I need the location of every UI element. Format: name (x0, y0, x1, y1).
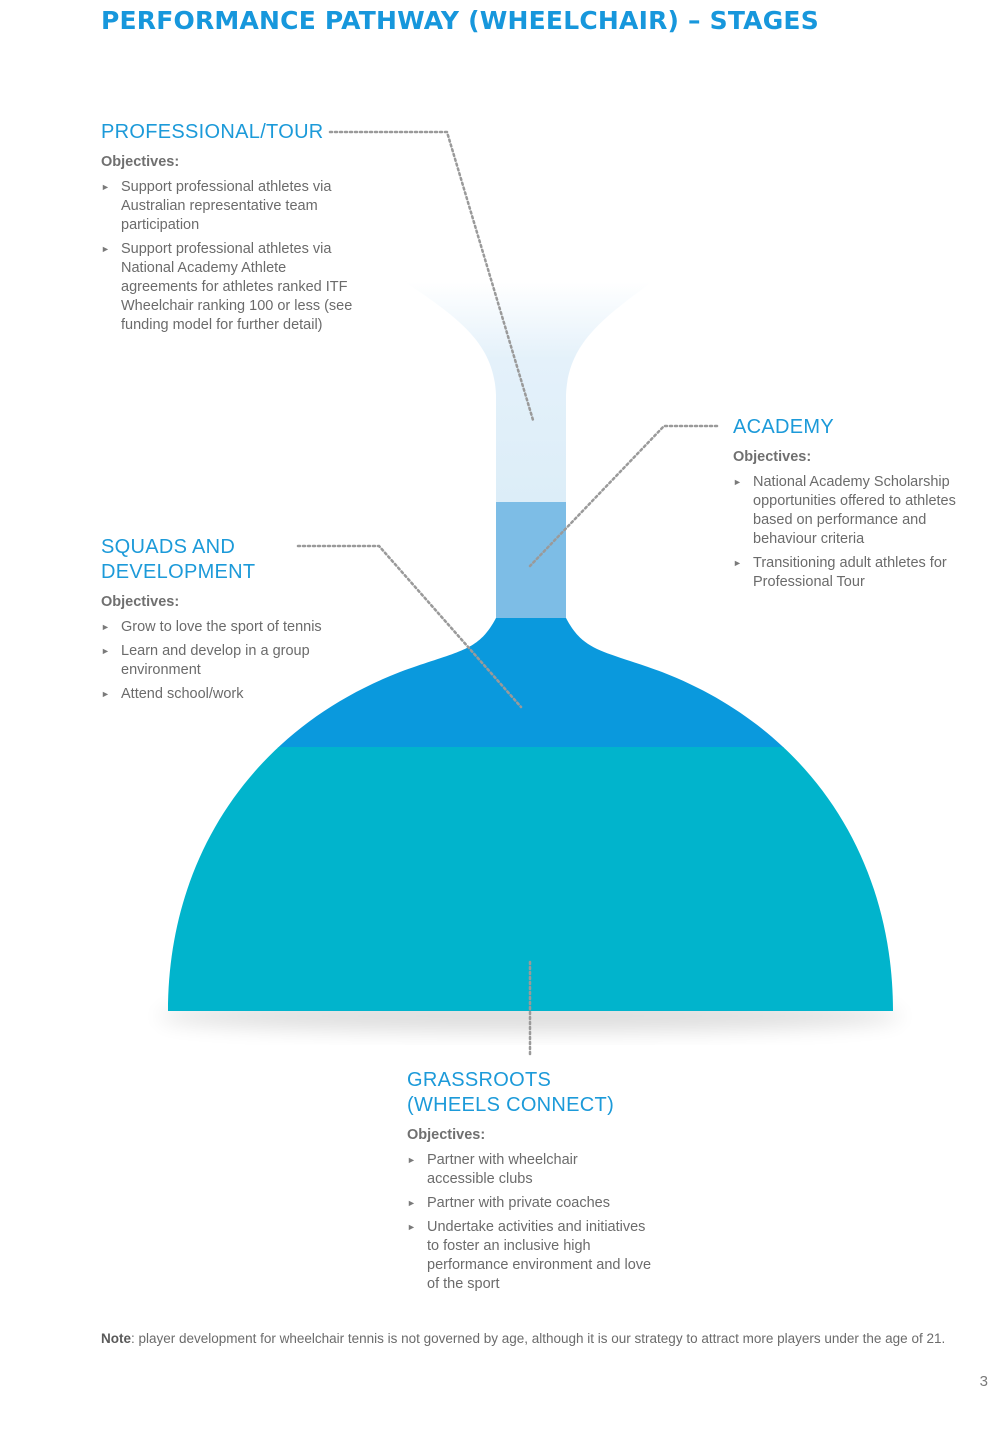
objective-item (101, 642, 341, 680)
stage-professional-tour (101, 120, 363, 340)
bullet-arrow-icon: ► (407, 1222, 416, 1232)
stage-grassroots (407, 1068, 657, 1299)
objectives-label: Objectives: (101, 154, 180, 170)
objective-text: Transitioning adult athletes for Professional Tour (753, 555, 947, 590)
bullet-arrow-icon: ► (101, 622, 110, 632)
objectives-list (407, 1151, 657, 1294)
objective-item (101, 178, 363, 235)
objective-text: Undertake activities and initiatives to foster an inclusive high performance environment and love of the sport (427, 1219, 652, 1292)
footnote (101, 1330, 981, 1348)
objective-text: Learn and develop in a group environment (121, 643, 310, 678)
bullet-arrow-icon: ► (733, 558, 742, 568)
stage-squads-development (101, 535, 341, 709)
page-title: PERFORMANCE PATHWAY (WHEELCHAIR) – STAGES (101, 6, 819, 35)
bullet-arrow-icon: ► (407, 1155, 416, 1165)
objective-item (407, 1194, 657, 1213)
objectives-list (101, 618, 341, 704)
objective-item (733, 473, 973, 549)
bullet-arrow-icon: ► (101, 689, 110, 699)
bullet-arrow-icon: ► (101, 244, 110, 254)
objective-text: National Academy Scholarship opportunities offered to athletes based on performance and behaviour criteria (753, 474, 956, 547)
objective-item (733, 554, 973, 592)
note-label: Note (101, 1331, 131, 1346)
bullet-arrow-icon: ► (407, 1198, 416, 1208)
objective-item (407, 1151, 657, 1189)
objectives-label: Objectives: (407, 1127, 486, 1143)
objective-item (101, 240, 363, 335)
objectives-list (101, 178, 363, 335)
objective-text: Support professional athletes via Australian representative team participation (121, 179, 332, 233)
stage-title: GRASSROOTS (WHEELS CONNECT) (407, 1069, 615, 1116)
stage-title: ACADEMY (733, 416, 835, 438)
objectives-label: Objectives: (733, 449, 812, 465)
bullet-arrow-icon: ► (733, 477, 742, 487)
note-text: : player development for wheelchair tennis is not governed by age, although it is our strategy to attract more players under the age of 21. (131, 1331, 946, 1346)
objective-text: Partner with private coaches (427, 1195, 610, 1211)
objective-item (101, 618, 341, 637)
objectives-list (733, 473, 973, 592)
page-number: 3 (979, 1373, 988, 1390)
objective-text: Partner with wheelchair accessible clubs (427, 1152, 578, 1187)
objective-item (101, 685, 341, 704)
objective-text: Grow to love the sport of tennis (121, 619, 322, 635)
objective-text: Attend school/work (121, 686, 244, 702)
objective-item (407, 1218, 657, 1294)
objectives-label: Objectives: (101, 594, 180, 610)
bullet-arrow-icon: ► (101, 182, 110, 192)
bullet-arrow-icon: ► (101, 646, 110, 656)
academy-stage-shape (496, 502, 566, 619)
stage-academy (733, 415, 973, 597)
stage-title: SQUADS AND DEVELOPMENT (101, 536, 256, 583)
objective-text: Support professional athletes via National Academy Athlete agreements for athletes ranked ITF Wheelchair ranking 100 or less (see funding model for further detail) (121, 241, 353, 333)
professional-stage-shape (405, 282, 652, 502)
stage-title: PROFESSIONAL/TOUR (101, 121, 324, 143)
